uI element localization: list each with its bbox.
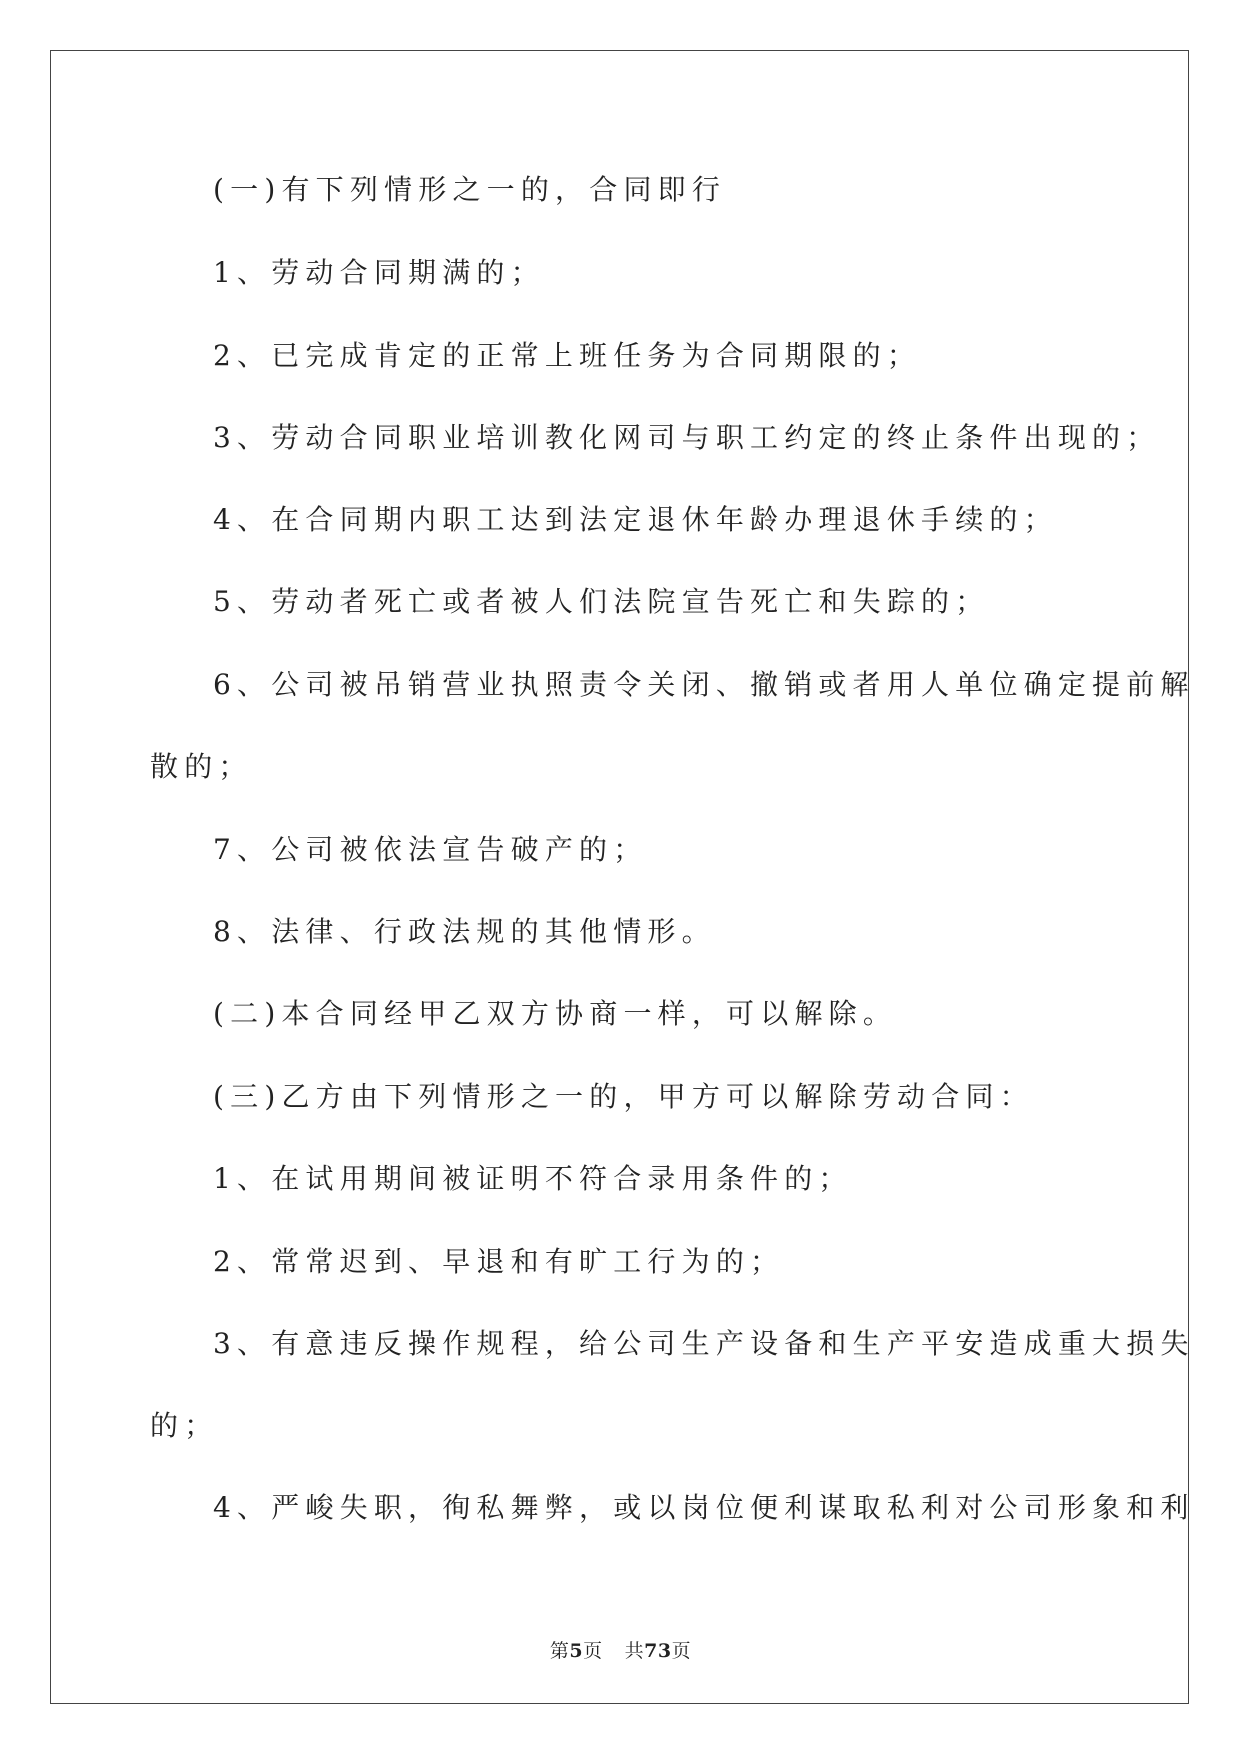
paragraph-line: 5、劳动者死亡或者被人们法院宣告死亡和失踪的； bbox=[213, 585, 990, 618]
paragraph-line: 8、法律、行政法规的其他情形。 bbox=[213, 915, 716, 948]
paragraph-line: 散的； bbox=[150, 750, 253, 783]
page-number: 5 bbox=[569, 1640, 584, 1662]
total-prefix: 共 bbox=[624, 1640, 645, 1662]
paragraph-line: (一)有下列情形之一的，合同即行 bbox=[213, 173, 727, 206]
page-suffix: 页 bbox=[583, 1640, 603, 1662]
paragraph-line: 3、有意违反操作规程，给公司生产设备和生产平安造成重大损失 bbox=[213, 1327, 1195, 1360]
total-suffix: 页 bbox=[671, 1640, 692, 1662]
paragraph-line: 7、公司被依法宣告破产的； bbox=[213, 833, 648, 866]
paragraph-line: 6、公司被吊销营业执照责令关闭、撤销或者用人单位确定提前解 bbox=[213, 668, 1195, 701]
page-border bbox=[50, 50, 1189, 1704]
paragraph-line: (二)本合同经甲乙双方协商一样，可以解除。 bbox=[213, 997, 898, 1030]
paragraph-line: 2、常常迟到、早退和有旷工行为的； bbox=[213, 1245, 785, 1278]
paragraph-line: 2、已完成肯定的正常上班任务为合同期限的； bbox=[213, 339, 922, 372]
paragraph-line: 1、在试用期间被证明不符合录用条件的； bbox=[213, 1162, 853, 1195]
page-prefix: 第 bbox=[549, 1640, 570, 1662]
page-footer bbox=[0, 1639, 1241, 1663]
total-pages: 73 bbox=[644, 1640, 672, 1662]
paragraph-line: 4、在合同期内职工达到法定退休年龄办理退休手续的； bbox=[213, 503, 1058, 536]
paragraph-line: (三)乙方由下列情形之一的，甲方可以解除劳动合同： bbox=[213, 1080, 1034, 1113]
paragraph-line: 的； bbox=[150, 1409, 219, 1442]
paragraph-line: 1、劳动合同期满的； bbox=[213, 256, 545, 289]
paragraph-line: 4、严峻失职，徇私舞弊，或以岗位便利谋取私利对公司形象和利 bbox=[213, 1491, 1195, 1524]
paragraph-line: 3、劳动合同职业培训教化网司与职工约定的终止条件出现的； bbox=[213, 421, 1161, 454]
